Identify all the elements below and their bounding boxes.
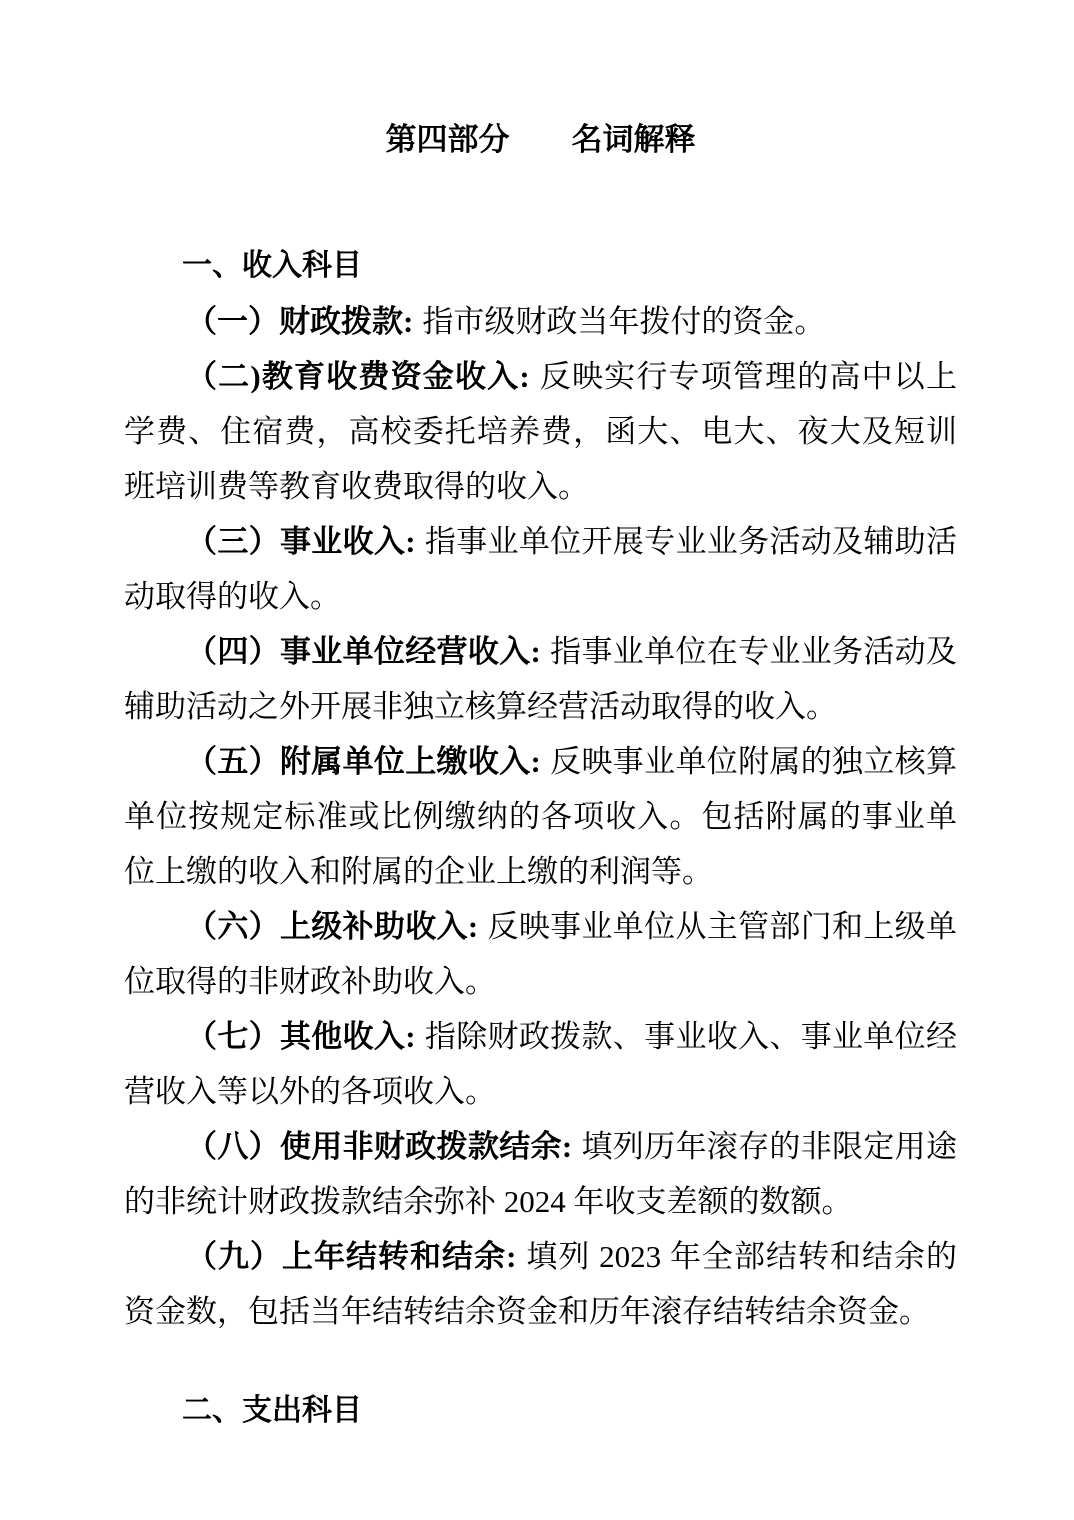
term-paragraph (124, 294, 957, 349)
term-label: （五）附属单位上缴收入: (186, 744, 541, 779)
page-title: 第四部分 名词解释 (385, 122, 696, 157)
term-label: （二)教育收费资金收入: (186, 359, 530, 394)
term-label: （八）使用非财政拨款结余: (186, 1129, 573, 1164)
term-paragraph (124, 899, 957, 1009)
term-label: （三）事业收入: (186, 524, 416, 559)
section-heading-income: 一、收入科目 (182, 249, 362, 282)
term-label: （九）上年结转和结余: (186, 1239, 517, 1274)
term-paragraph (124, 734, 957, 899)
term-label: （六）上级补助收入: (186, 909, 479, 944)
term-definition: 反映实行专项管理的高中以上学费、住宿费，高校委托培养费，函大、电大、夜大及短训班培训费等教育收费取得的收入。 (124, 359, 957, 504)
term-paragraph (124, 1009, 957, 1119)
term-paragraph (124, 624, 957, 734)
term-definition: 反映事业单位附属的独立核算单位按规定标准或比例缴纳的各项收入。包括附属的事业单位上缴的收入和附属的企业上缴的利润等。 (124, 744, 957, 889)
term-paragraph (124, 514, 957, 624)
term-definition: 指事业单位在专业业务活动及辅助活动之外开展非独立核算经营活动取得的收入。 (124, 634, 957, 724)
term-definition: 填列历年滚存的非限定用途的非统计财政拨款结余弥补 2024 年收支差额的数额。 (124, 1129, 958, 1219)
term-label: （四）事业单位经营收入: (186, 634, 541, 669)
term-label: （七）其他收入: (186, 1019, 416, 1054)
term-paragraph (124, 349, 957, 514)
term-label: （一）财政拨款: (186, 304, 414, 339)
term-definition: 指市级财政当年拨付的资金。 (422, 304, 826, 339)
term-paragraph (124, 1119, 957, 1229)
section-heading-expense: 二、支出科目 (182, 1394, 362, 1427)
term-definition: 指除财政拨款、事业收入、事业单位经营收入等以外的各项收入。 (124, 1019, 957, 1109)
term-definition: 填列 2023 年全部结转和结余的资金数，包括当年结转结余资金和历年滚存结转结余资金。 (124, 1239, 958, 1329)
term-definition: 指事业单位开展专业业务活动及辅助活动取得的收入。 (124, 524, 957, 614)
term-paragraph (124, 1229, 957, 1339)
term-definition: 反映事业单位从主管部门和上级单位取得的非财政补助收入。 (124, 909, 957, 999)
